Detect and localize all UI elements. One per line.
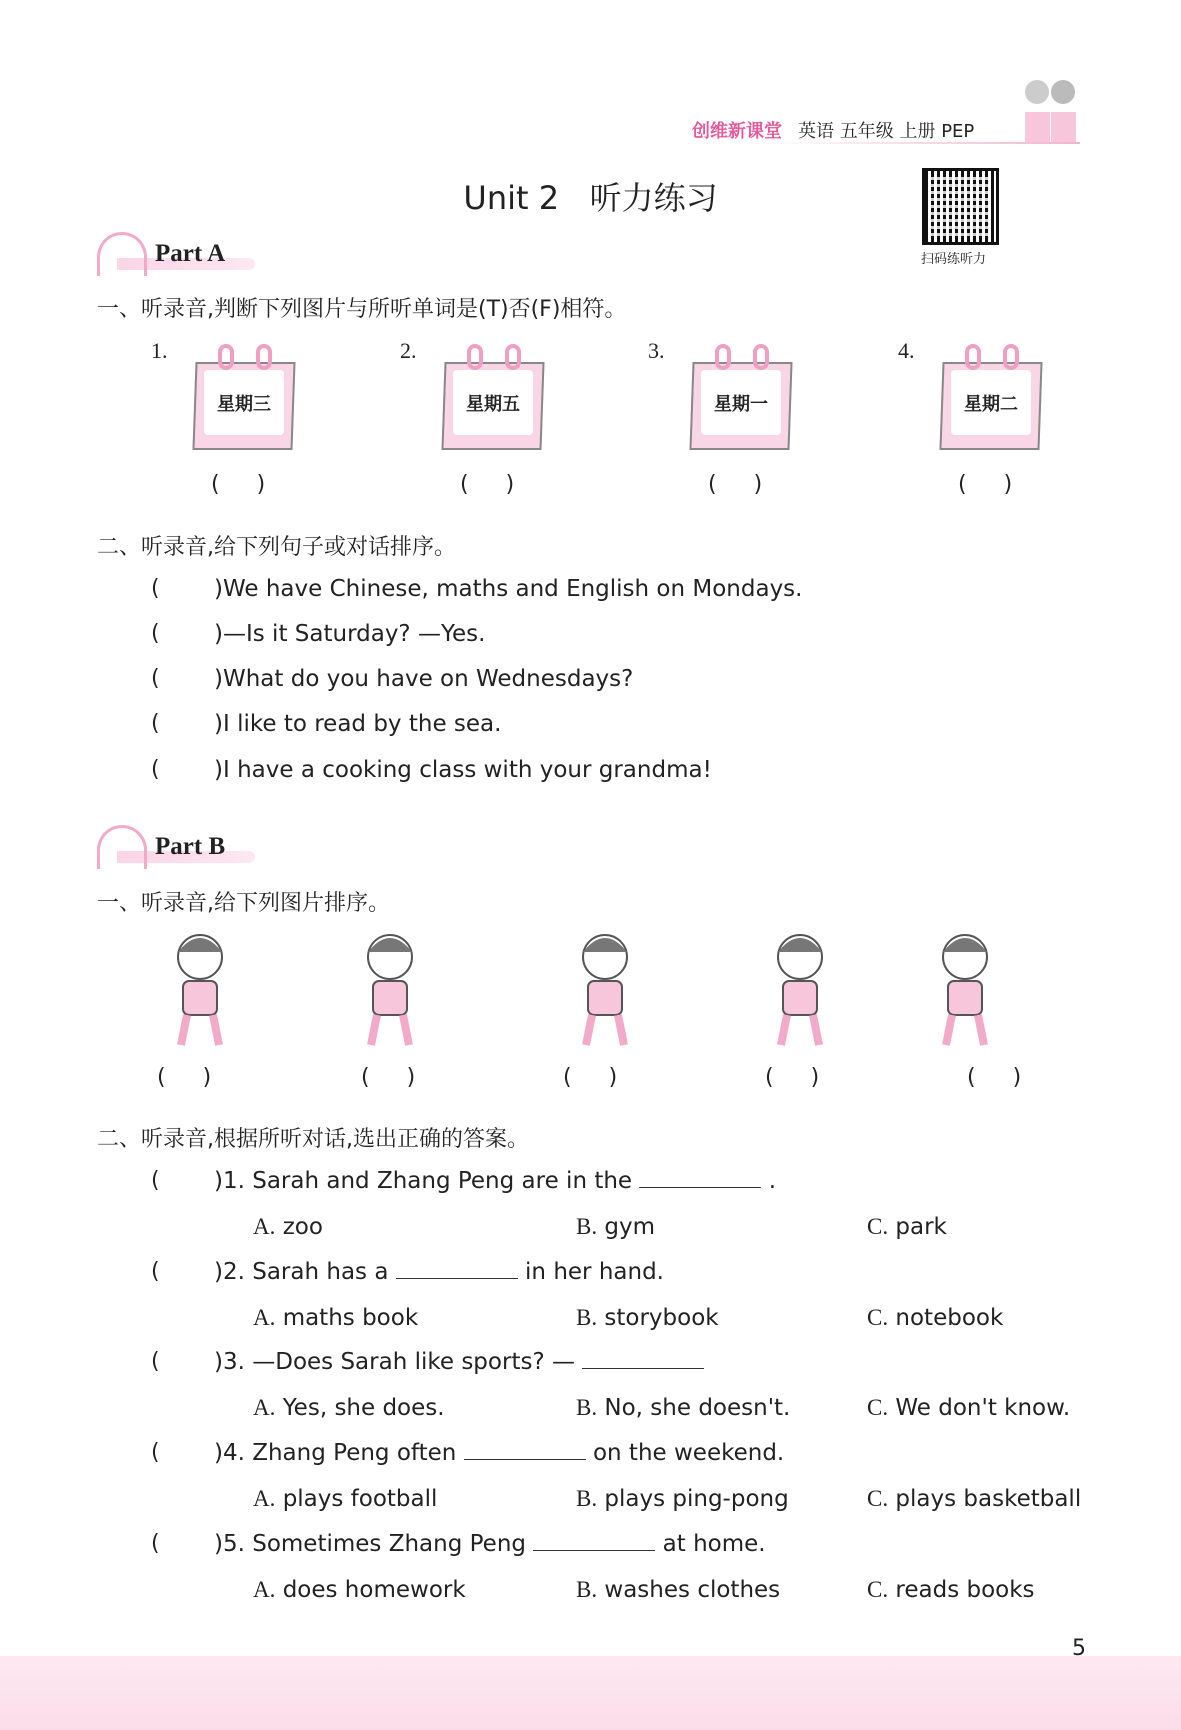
calendar-day: 星期三: [204, 370, 284, 435]
option: B. storybook: [576, 1305, 719, 1331]
option: A. maths book: [253, 1305, 419, 1331]
fill-blank: [582, 1349, 704, 1369]
option: B. washes clothes: [576, 1577, 781, 1603]
answer-blank[interactable]: ( ): [211, 472, 266, 497]
subject: 英语: [798, 121, 834, 142]
answer-blank[interactable]: (: [151, 1168, 160, 1193]
part-a-label: Part A: [97, 236, 225, 272]
question: )5. Sometimes Zhang Peng at home.: [214, 1531, 766, 1557]
answer-blank[interactable]: (: [151, 1259, 160, 1284]
sentence: )—Is it Saturday? —Yes.: [214, 621, 486, 647]
answer-blank[interactable]: ( ): [460, 472, 515, 497]
calendar-picture: [691, 348, 791, 448]
calendar-picture: [443, 348, 543, 448]
order-blank[interactable]: (: [151, 666, 160, 691]
order-blank[interactable]: (: [151, 621, 160, 646]
question: )2. Sarah has a in her hand.: [214, 1259, 664, 1285]
part-b-section-1-instruction: 一、听录音,给下列图片排序。: [97, 891, 390, 916]
order-blank[interactable]: ( ): [765, 1065, 820, 1090]
item-number: 3.: [648, 338, 665, 363]
order-blank[interactable]: ( ): [157, 1065, 212, 1090]
order-blank[interactable]: (: [151, 757, 160, 782]
calendar-picture: [941, 348, 1041, 448]
page-number: 5: [1072, 1636, 1086, 1661]
sentence: )I have a cooking class with your grandma!: [214, 757, 712, 783]
calendar-day: 星期二: [951, 370, 1031, 435]
order-blank[interactable]: (: [151, 711, 160, 736]
grade: 五年级: [839, 121, 894, 142]
running-header: [692, 117, 974, 143]
qr-caption: 扫码练听力: [921, 252, 987, 267]
option: C. notebook: [867, 1305, 1004, 1331]
calendar-day: 星期一: [701, 370, 781, 435]
item-number: 1.: [151, 338, 168, 363]
sentence: )What do you have on Wednesdays?: [214, 666, 634, 692]
order-blank[interactable]: ( ): [361, 1065, 416, 1090]
volume: 上册: [899, 121, 936, 142]
page-title: Unit 2 听力练习: [463, 179, 718, 217]
sentence: )We have Chinese, maths and English on Mondays.: [214, 576, 803, 602]
headphones-icon: [97, 232, 147, 276]
qr-code[interactable]: [922, 168, 999, 245]
order-blank[interactable]: (: [151, 576, 160, 601]
answer-blank[interactable]: ( ): [708, 472, 763, 497]
option: A. plays football: [253, 1486, 438, 1512]
answer-blank[interactable]: (: [151, 1349, 160, 1374]
boy-washing-clothes-picture: [550, 927, 660, 1052]
question: )1. Sarah and Zhang Peng are in the .: [214, 1168, 777, 1194]
footer-band: [0, 1656, 1181, 1730]
headphones-icon: [97, 825, 147, 869]
part-b-label: Part B: [97, 829, 225, 865]
part-b-section-2-instruction: 二、听录音,根据所听对话,选出正确的答案。: [97, 1127, 529, 1152]
calendar-day: 星期五: [453, 370, 533, 435]
fill-blank: [639, 1168, 761, 1188]
fill-blank: [533, 1531, 655, 1551]
fill-blank: [396, 1259, 518, 1279]
girl-writing-picture: [335, 927, 445, 1052]
order-blank[interactable]: ( ): [563, 1065, 618, 1090]
boy-reading-book-picture: [745, 927, 855, 1052]
item-number: 2.: [400, 338, 417, 363]
option: B. No, she doesn't.: [576, 1395, 791, 1421]
brand: 创维新课堂: [692, 121, 782, 142]
part-a-section-1-instruction: 一、听录音,判断下列图片与所听单词是(T)否(F)相符。: [97, 297, 627, 322]
fill-blank: [464, 1440, 586, 1460]
option: B. gym: [576, 1214, 656, 1240]
calendar-picture: [194, 348, 294, 448]
edition: PEP: [941, 121, 975, 142]
part-a-section-2-instruction: 二、听录音,给下列句子或对话排序。: [97, 535, 456, 560]
option: A. zoo: [253, 1214, 323, 1240]
question: )3. —Does Sarah like sports? —: [214, 1349, 704, 1375]
option: C. We don't know.: [867, 1395, 1071, 1421]
sentence: )I like to read by the sea.: [214, 711, 502, 737]
girl-watching-tv-picture: [910, 927, 1020, 1052]
option: C. plays basketball: [867, 1486, 1082, 1512]
answer-blank[interactable]: (: [151, 1531, 160, 1556]
option: A. Yes, she does.: [253, 1395, 445, 1421]
answer-blank[interactable]: (: [151, 1440, 160, 1465]
option: A. does homework: [253, 1577, 466, 1603]
kids-illustration: [1015, 72, 1085, 152]
option: C. park: [867, 1214, 947, 1240]
item-number: 4.: [898, 338, 915, 363]
question: )4. Zhang Peng often on the weekend.: [214, 1440, 785, 1466]
order-blank[interactable]: ( ): [967, 1065, 1022, 1090]
option: B. plays ping-pong: [576, 1486, 789, 1512]
option: C. reads books: [867, 1577, 1035, 1603]
answer-blank[interactable]: ( ): [958, 472, 1013, 497]
boy-playing-football-picture: [145, 927, 255, 1052]
